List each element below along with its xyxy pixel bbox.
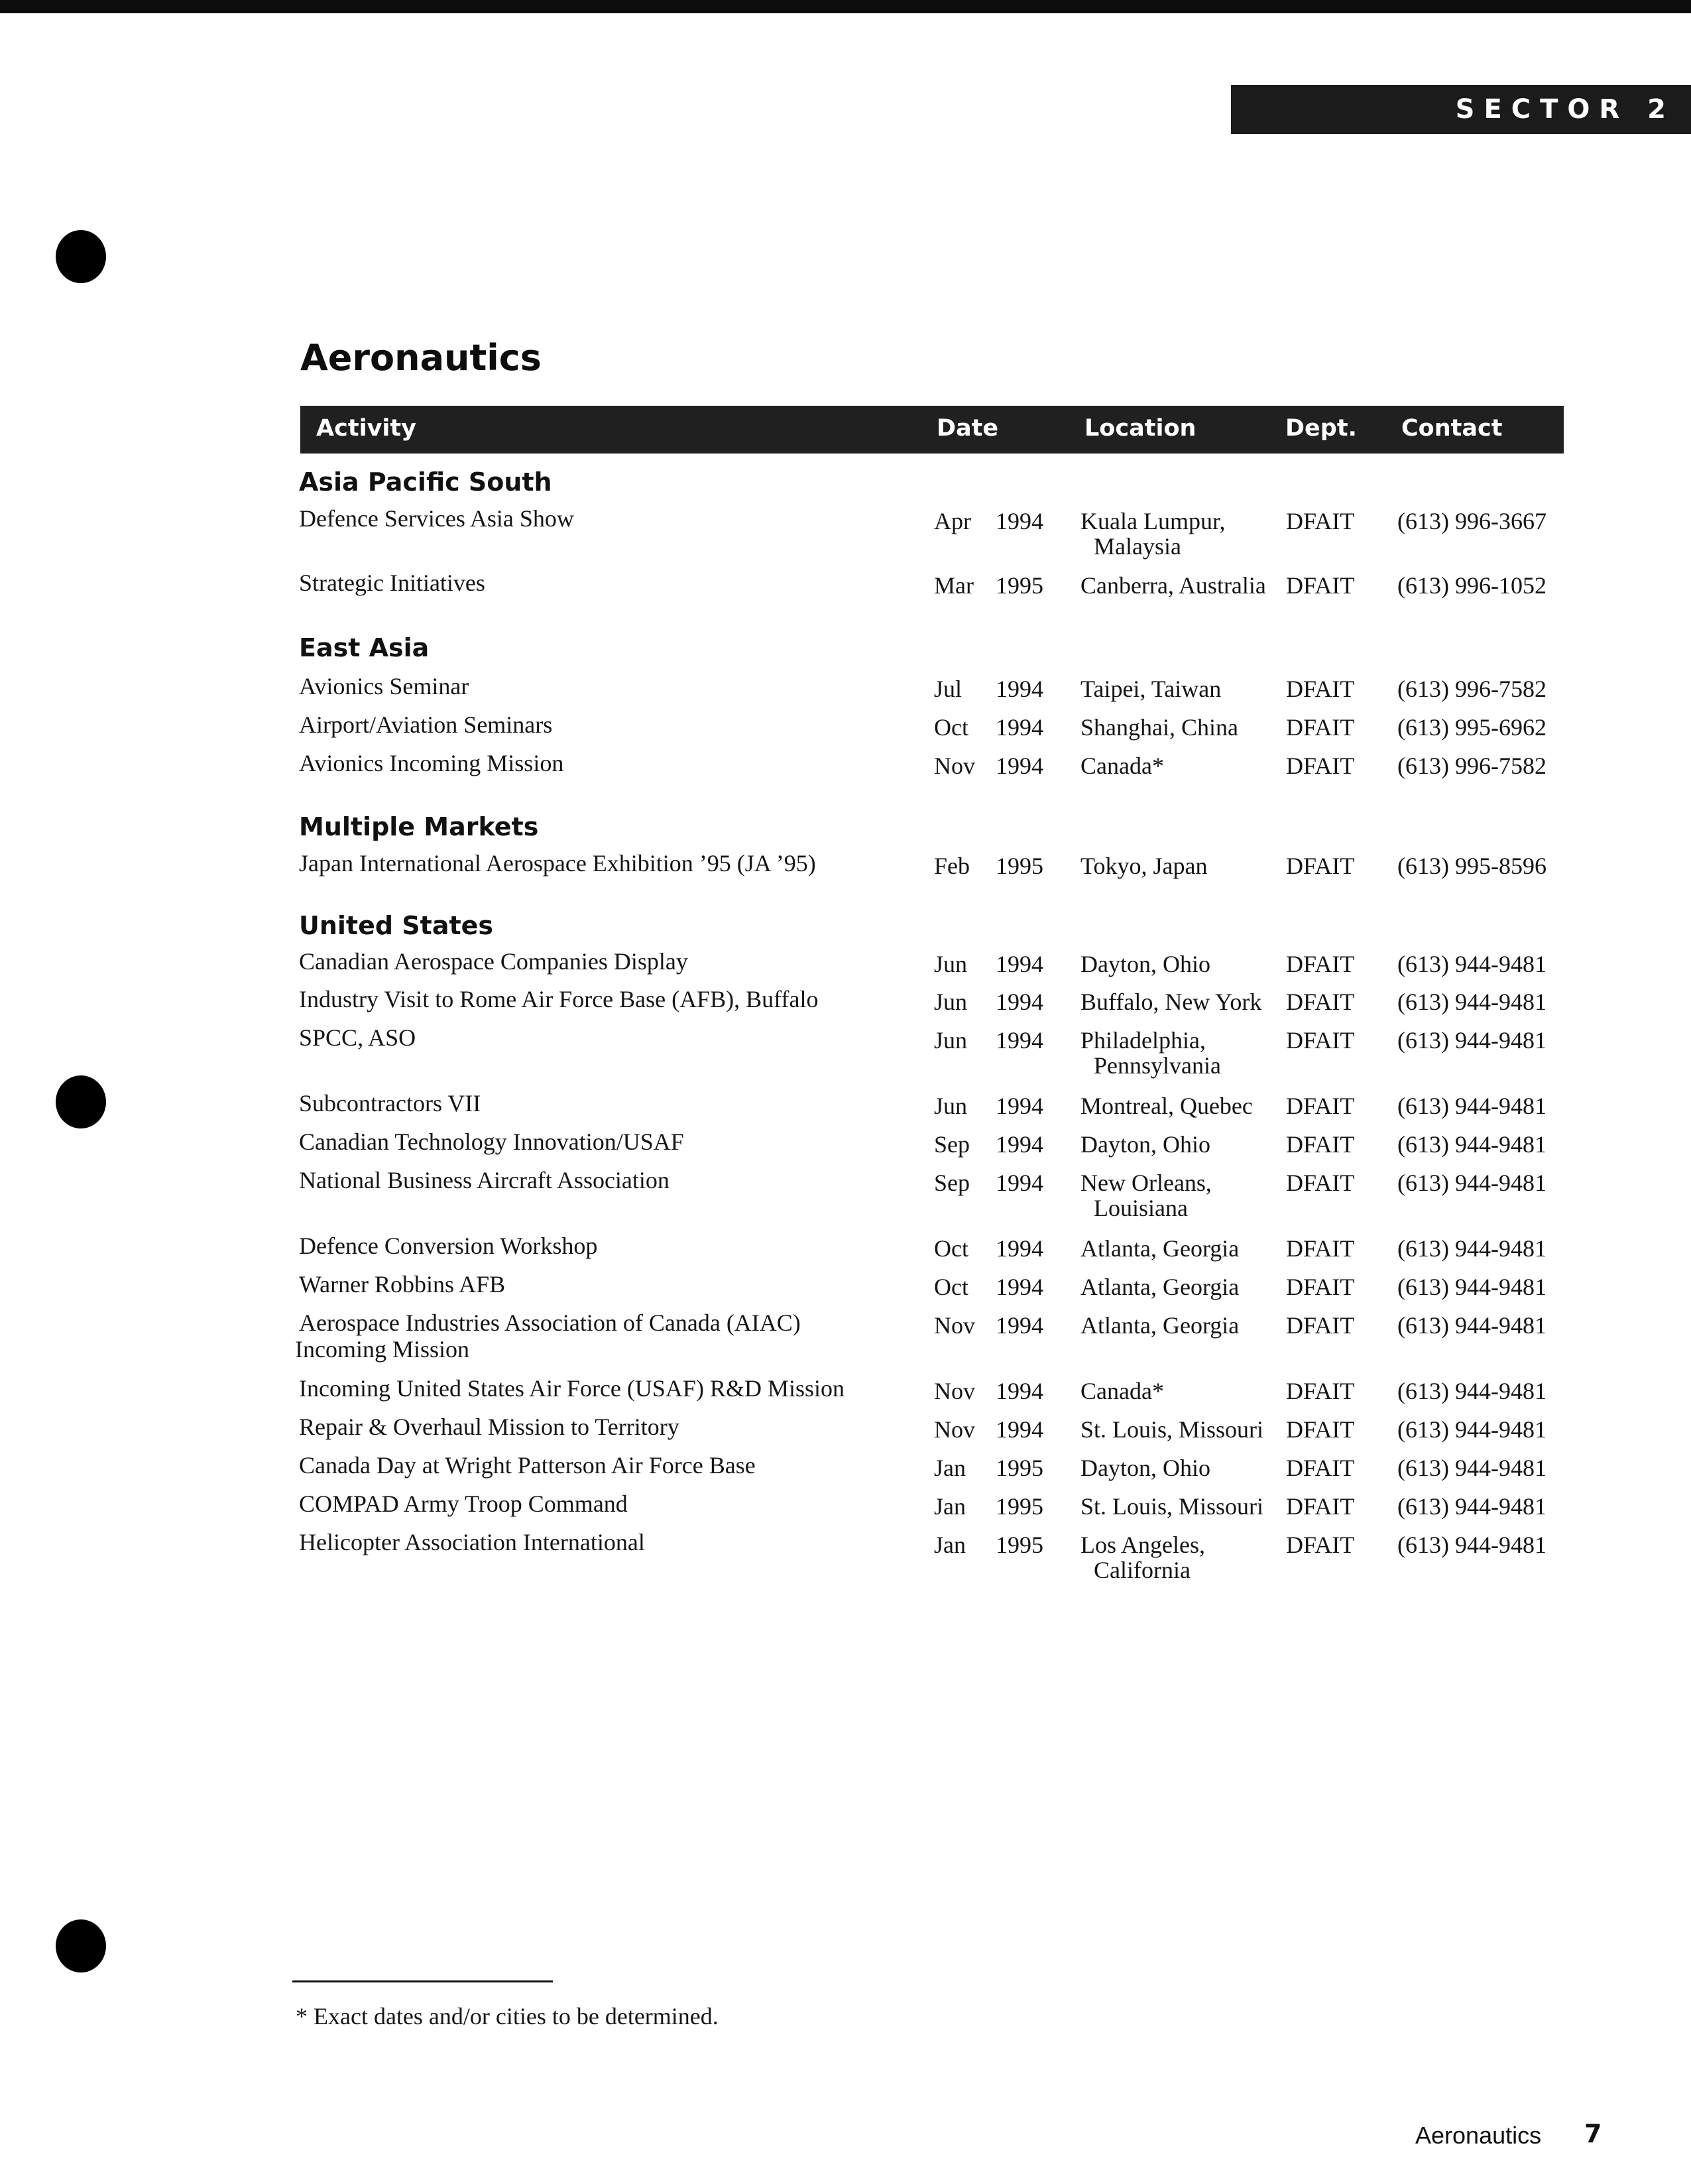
date-year-cell: 1994 [996,1378,1043,1404]
location-cell-continued: Louisiana [1094,1195,1188,1221]
section-heading: Multiple Markets [299,812,539,841]
date-month-cell: Apr [934,508,971,534]
location-cell: Tokyo, Japan [1080,853,1208,879]
contact-cell: (613) 996-7582 [1397,753,1546,779]
date-year-cell: 1994 [996,508,1043,534]
footnote-rule [292,1980,553,1982]
column-header-dept: Dept. [1285,415,1357,442]
date-year-cell: 1995 [996,853,1043,879]
dept-cell: DFAIT [1286,1274,1355,1300]
date-month-cell: Nov [934,1378,975,1404]
location-cell: Dayton, Ohio [1080,1131,1210,1158]
dept-cell: DFAIT [1286,1235,1355,1262]
date-year-cell: 1994 [996,1312,1043,1339]
activity-cell: Defence Conversion Workshop [299,1233,598,1259]
date-month-cell: Jun [934,1093,968,1119]
date-month-cell: Oct [934,714,968,741]
activity-cell: Warner Robbins AFB [299,1271,506,1298]
location-cell: Canada* [1080,1378,1164,1404]
location-cell-continued: California [1094,1557,1191,1583]
location-cell-continued: Malaysia [1094,533,1181,560]
activity-cell: Industry Visit to Rome Air Force Base (AFB), Buffalo [299,986,819,1012]
activity-cell: SPCC, ASO [299,1024,416,1051]
page-number: 7 [1584,2119,1602,2148]
contact-cell: (613) 944-9481 [1397,1378,1546,1404]
dept-cell: DFAIT [1286,572,1355,599]
activity-cell: Airport/Aviation Seminars [299,711,553,738]
activity-cell: Avionics Seminar [299,673,469,699]
date-year-cell: 1994 [996,951,1043,977]
binder-hole [56,1919,106,1972]
footer-section-label: Aeronautics [1415,2122,1542,2149]
location-cell: New Orleans, [1080,1170,1212,1196]
dept-cell: DFAIT [1286,753,1355,779]
date-month-cell: Nov [934,1312,975,1339]
date-year-cell: 1995 [996,572,1043,599]
activity-cell: Incoming United States Air Force (USAF) R&D Mission [299,1375,845,1402]
contact-cell: (613) 944-9481 [1397,1027,1546,1054]
contact-cell: (613) 944-9481 [1397,1093,1546,1119]
dept-cell: DFAIT [1286,714,1355,741]
contact-cell: (613) 944-9481 [1397,1416,1546,1443]
activity-cell: Canadian Aerospace Companies Display [299,948,688,975]
location-cell: Buffalo, New York [1080,989,1262,1015]
activity-cell: Avionics Incoming Mission [299,750,564,776]
date-year-cell: 1995 [996,1455,1043,1481]
column-header-date: Date [937,415,999,442]
date-month-cell: Feb [934,853,970,879]
contact-cell: (613) 996-3667 [1397,508,1546,534]
contact-cell: (613) 944-9481 [1397,1532,1546,1558]
date-month-cell: Mar [934,572,974,599]
activity-cell: Subcontractors VII [299,1090,481,1117]
contact-cell: (613) 944-9481 [1397,1131,1546,1158]
contact-cell: (613) 944-9481 [1397,951,1546,977]
dept-cell: DFAIT [1286,1416,1355,1443]
date-year-cell: 1994 [996,1093,1043,1119]
section-heading: Asia Pacific South [299,467,552,497]
location-cell: Philadelphia, [1080,1027,1206,1054]
dept-cell: DFAIT [1286,1493,1355,1520]
dept-cell: DFAIT [1286,1378,1355,1404]
table-header [300,406,1564,454]
dept-cell: DFAIT [1286,1027,1355,1054]
date-year-cell: 1994 [996,1235,1043,1262]
column-header-activity: Activity [316,415,416,442]
activity-cell: COMPAD Army Troop Command [299,1490,628,1517]
date-month-cell: Jan [934,1455,966,1481]
binder-hole [56,1075,106,1128]
date-month-cell: Oct [934,1274,968,1300]
activity-cell: Helicopter Association International [299,1529,645,1555]
location-cell: Dayton, Ohio [1080,951,1210,977]
contact-cell: (613) 944-9481 [1397,989,1546,1015]
activity-cell: Canada Day at Wright Patterson Air Force Base [299,1452,756,1479]
date-month-cell: Oct [934,1235,968,1262]
date-year-cell: 1994 [996,989,1043,1015]
contact-cell: (613) 944-9481 [1397,1455,1546,1481]
activity-cell: Defence Services Asia Show [299,505,574,532]
date-month-cell: Jun [934,1027,968,1054]
location-cell: Taipei, Taiwan [1080,676,1222,702]
date-month-cell: Nov [934,1416,975,1443]
date-month-cell: Jun [934,989,968,1015]
activity-cell-continued: Incoming Mission [295,1336,470,1363]
dept-cell: DFAIT [1286,1093,1355,1119]
date-year-cell: 1994 [996,1170,1043,1196]
date-month-cell: Jan [934,1532,966,1558]
activity-cell: Repair & Overhaul Mission to Territory [299,1414,679,1440]
dept-cell: DFAIT [1286,1131,1355,1158]
contact-cell: (613) 944-9481 [1397,1170,1546,1196]
top-border [0,0,1691,13]
location-cell: Atlanta, Georgia [1080,1274,1240,1300]
location-cell: Shanghai, China [1080,714,1238,741]
contact-cell: (613) 944-9481 [1397,1312,1546,1339]
footnote: * Exact dates and/or cities to be determined. [296,2003,719,2030]
date-year-cell: 1994 [996,753,1043,779]
location-cell: Canberra, Australia [1080,572,1266,599]
date-year-cell: 1994 [996,1274,1043,1300]
dept-cell: DFAIT [1286,951,1355,977]
date-month-cell: Nov [934,753,975,779]
date-month-cell: Jun [934,951,968,977]
binder-hole [56,230,106,283]
sector-tab: SECTOR 2 [1231,85,1691,134]
location-cell: Atlanta, Georgia [1080,1312,1240,1339]
location-cell: Montreal, Quebec [1080,1093,1253,1119]
date-year-cell: 1994 [996,1027,1043,1054]
date-month-cell: Jul [934,676,962,702]
column-header-contact: Contact [1401,415,1503,442]
dept-cell: DFAIT [1286,1312,1355,1339]
contact-cell: (613) 944-9481 [1397,1493,1546,1520]
section-heading: United States [299,911,494,940]
date-year-cell: 1994 [996,1131,1043,1158]
dept-cell: DFAIT [1286,853,1355,879]
activity-cell: Strategic Initiatives [299,570,485,596]
location-cell: Los Angeles, [1080,1532,1205,1558]
date-month-cell: Jan [934,1493,966,1520]
contact-cell: (613) 996-7582 [1397,676,1546,702]
location-cell: Dayton, Ohio [1080,1455,1210,1481]
location-cell: Kuala Lumpur, [1080,508,1226,534]
location-cell: Canada* [1080,753,1164,779]
section-heading: East Asia [299,633,430,662]
dept-cell: DFAIT [1286,508,1355,534]
location-cell-continued: Pennsylvania [1094,1052,1221,1079]
contact-cell: (613) 995-8596 [1397,853,1546,879]
date-year-cell: 1994 [996,676,1043,702]
column-header-location: Location [1084,415,1196,442]
location-cell: St. Louis, Missouri [1080,1493,1264,1520]
activity-cell: Aerospace Industries Association of Canada (AIAC) [299,1309,801,1336]
activity-cell: Canadian Technology Innovation/USAF [299,1128,684,1155]
date-year-cell: 1994 [996,1416,1043,1443]
dept-cell: DFAIT [1286,1170,1355,1196]
contact-cell: (613) 944-9481 [1397,1235,1546,1262]
dept-cell: DFAIT [1286,1455,1355,1481]
activity-cell: National Business Aircraft Association [299,1167,670,1193]
date-month-cell: Sep [934,1170,970,1196]
location-cell: Atlanta, Georgia [1080,1235,1240,1262]
contact-cell: (613) 944-9481 [1397,1274,1546,1300]
contact-cell: (613) 995-6962 [1397,714,1546,741]
activity-cell: Japan International Aerospace Exhibition ’95 (JA ’95) [299,850,816,877]
dept-cell: DFAIT [1286,1532,1355,1558]
dept-cell: DFAIT [1286,989,1355,1015]
dept-cell: DFAIT [1286,676,1355,702]
date-year-cell: 1995 [996,1493,1043,1520]
location-cell: St. Louis, Missouri [1080,1416,1264,1443]
page-title: Aeronautics [300,337,542,379]
date-year-cell: 1994 [996,714,1043,741]
contact-cell: (613) 996-1052 [1397,572,1546,599]
date-year-cell: 1995 [996,1532,1043,1558]
date-month-cell: Sep [934,1131,970,1158]
